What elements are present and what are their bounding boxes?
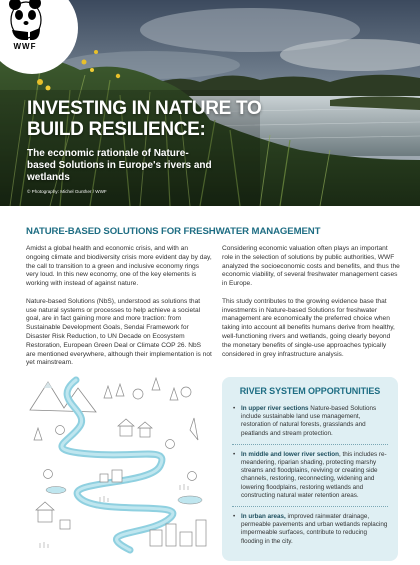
list-item: [232, 513, 388, 552]
item-lead: In upper river sections: [241, 405, 309, 412]
right-paragraph-2: This study contributes to the growing evidence base that investments in Nature-based Solutions for freshwater management are economically the preferred choice when taking into account all benefits humans derive from healthy, well-functioning rivers and wetlands, going clearly beyond the monetary benefits of single-use approaches typically considered in grey infrastructure analysis.: [222, 297, 395, 358]
title-line-1: INVESTING IN NATURE TO: [27, 98, 262, 119]
title-line-2: BUILD RESILIENCE:: [27, 119, 206, 140]
logo-wordmark: WWF: [13, 42, 37, 51]
photo-credit: © Photography: Michel Gunther / WWF: [27, 189, 107, 194]
item-lead: In urban areas,: [241, 513, 286, 521]
panda-logo-icon: [6, 0, 44, 42]
list-item: [232, 451, 388, 507]
river-system-illustration: [20, 370, 216, 560]
list-item: [232, 405, 388, 445]
opportunities-title: RIVER SYSTEM OPPORTUNITIES: [239, 386, 381, 396]
item-text: improved rainwater drainage, permeable pavements and urban wetlands replacing impermeable surfaces, contribute to reducing flooding in the city.: [241, 513, 388, 545]
right-text-column: [222, 245, 400, 368]
right-paragraph-1: Considering economic valuation often plays an important role in the selection of solutions by public authorities, WWF analyzed the socioeconomic costs and benefits, and thus the economic viability, of several freshwater management cases in Europe.: [222, 245, 400, 288]
opportunities-list: [232, 405, 388, 552]
left-paragraph-2: Nature-based Solutions (NbS), understood as solutions that use natural systems or processes to help achieve a societal goal, are in fact gaining more and more traction: from Sustainable Development Goals, Sendai Framework for Disaster Risk Reduction, to UN Decade on Ecosystem Restoration, European Green Deal or Climate COP 26. NbS are mentioned everywhere, although their implementation is not yet mainstream.: [26, 297, 212, 367]
section-heading: NATURE-BASED SOLUTIONS FOR FRESHWATER MANAGEMENT: [26, 226, 321, 237]
left-text-column: [26, 245, 212, 377]
bullet-icon: •: [233, 513, 236, 521]
item-text: , this includes re-meandering, riparian shading, protecting marshy streams and floodplains, reviving or creating side channels, restoring, reconnecting, widening and lowering floodplains, restoring wetlands and constructing natural water retention areas.: [241, 450, 387, 499]
bullet-icon: •: [233, 450, 236, 458]
page-title: [27, 98, 287, 140]
left-paragraph-1: Amidst a global health and economic crisis, and with an ongoing climate and biodiversity crisis more evident day by day, the call to transition to a green and inclusive economy rings very loud. In this new economy, one of the key elements is working with instead of against nature.: [26, 245, 212, 288]
item-lead: In middle and lower river section: [241, 450, 339, 458]
item-text: Nature-based Solutions include sustainable land use management, restoration of natural forests, grasslands and peatlands and stream protection.: [241, 405, 377, 437]
hero-banner: [0, 0, 420, 206]
river-system-opportunities-box: [222, 377, 398, 561]
bullet-icon: •: [233, 405, 236, 412]
page-subtitle: The economic rationale of Nature-based Solutions in Europe's rivers and wetlands: [27, 148, 212, 183]
